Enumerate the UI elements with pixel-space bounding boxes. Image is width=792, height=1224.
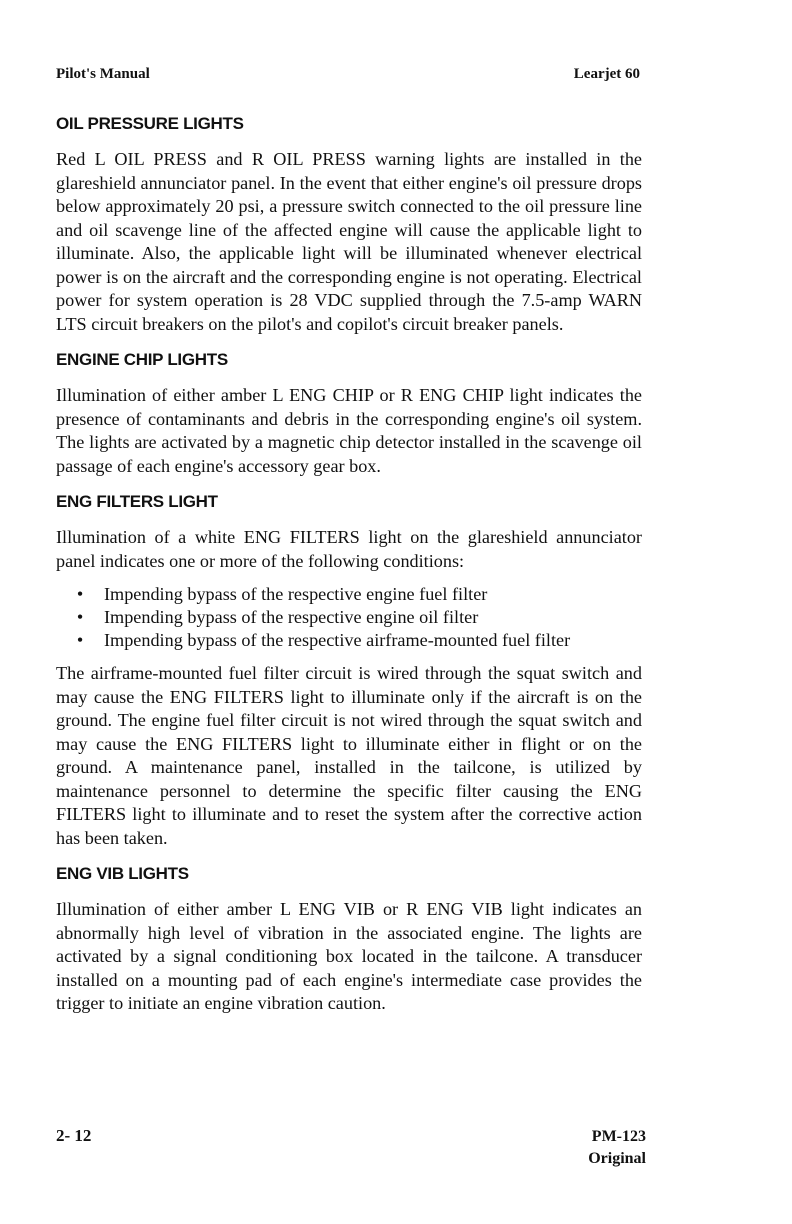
conditions-list bbox=[56, 583, 642, 652]
list-item-text: Impending bypass of the respective engine fuel filter bbox=[104, 584, 488, 604]
bullet-icon: • bbox=[76, 584, 84, 604]
page-number: 2- 12 bbox=[56, 1126, 92, 1145]
section-heading: ENG VIB LIGHTS bbox=[56, 864, 189, 883]
page-footer bbox=[56, 1126, 646, 1170]
bullet-icon: • bbox=[76, 630, 84, 650]
section-engine-chip-lights bbox=[56, 350, 642, 478]
list-item bbox=[56, 606, 642, 629]
list-item bbox=[56, 629, 642, 652]
list-item-text: Impending bypass of the respective engine oil filter bbox=[104, 607, 479, 627]
document-code: PM-123 bbox=[591, 1128, 646, 1145]
section-intro-paragraph: Illumination of a white ENG FILTERS light on the glareshield annunciator panel indicates one or more of the following conditions: bbox=[56, 527, 642, 571]
section-heading: ENGINE CHIP LIGHTS bbox=[56, 350, 228, 369]
section-paragraph: Illumination of either amber L ENG VIB or R ENG VIB light indicates an abnormally high level of vibration in the associated engine. The lights are activated by a signal conditioning box located in the tailcone. A transducer installed on a mounting pad of each engine's intermediate case provides the trigger to initiate an engine vibration caution. bbox=[56, 899, 642, 1013]
section-heading: OIL PRESSURE LIGHTS bbox=[56, 114, 244, 133]
list-item bbox=[56, 583, 642, 606]
section-eng-filters-light bbox=[56, 492, 642, 850]
running-header bbox=[56, 66, 640, 83]
aircraft-model: Learjet 60 bbox=[573, 66, 640, 82]
page-content bbox=[56, 114, 642, 1030]
section-eng-vib-lights bbox=[56, 864, 642, 1016]
list-item-text: Impending bypass of the respective airframe-mounted fuel filter bbox=[104, 630, 571, 650]
document-info bbox=[588, 1126, 646, 1170]
bullet-icon: • bbox=[76, 607, 84, 627]
revision-status: Original bbox=[588, 1150, 646, 1167]
section-paragraph: Illumination of either amber L ENG CHIP or R ENG CHIP light indicates the presence of contaminants and debris in the corresponding engine's oil system. The lights are activated by a magnetic chip detector installed in the scavenge oil passage of each engine's accessory gear box. bbox=[56, 385, 642, 476]
section-paragraph: The airframe-mounted fuel filter circuit is wired through the squat switch and may cause the ENG FILTERS light to illuminate only if the aircraft is on the ground. The engine fuel filter circuit is not wired through the squat switch and may cause the ENG FILTERS light to illuminate either in flight or on the ground. A maintenance panel, installed in the tailcone, is utilized by maintenance personnel to determine the specific filter causing the ENG FILTERS light to illuminate and to reset the system after the corrective action has been taken. bbox=[56, 663, 642, 848]
section-paragraph: Red L OIL PRESS and R OIL PRESS warning lights are installed in the glareshield annunciator panel. In the event that either engine's oil pressure drops below approximately 20 psi, a pressure switch connected to the oil pressure line and oil scavenge line of the affected engine will cause the applicable light to illuminate. Also, the applicable light will be illuminated whenever electrical power is on the aircraft and the corresponding engine is not operating. Electrical power for system operation is 28 VDC supplied through the 7.5-amp WARN LTS circuit breakers on the pilot's and copilot's circuit breaker panels. bbox=[56, 149, 642, 334]
section-oil-pressure-lights bbox=[56, 114, 642, 336]
section-heading: ENG FILTERS LIGHT bbox=[56, 492, 218, 511]
manual-title: Pilot's Manual bbox=[56, 66, 150, 82]
